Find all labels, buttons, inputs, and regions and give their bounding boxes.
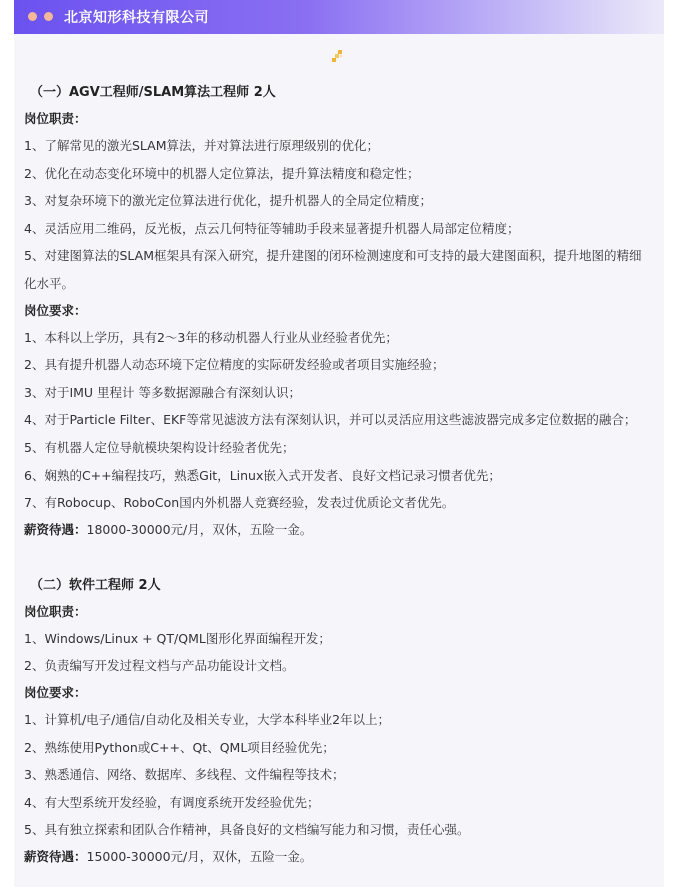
salary-label: 薪资待遇： (24, 521, 87, 537)
requirement-item: 5、具有独立探索和团队合作精神，具备良好的文档编写能力和习惯，责任心强。 (24, 822, 470, 838)
job-title: （一）AGV工程师/SLAM算法工程师 2人 (30, 85, 276, 100)
requirement-item: 6、娴熟的C++编程技巧，熟悉Git，Linux嵌入式开发者、良好文档记录习惯者优先； (24, 467, 501, 483)
requirements-label: 岗位要求： (24, 302, 87, 318)
requirement-item: 1、本科以上学历，具有2～3年的移动机器人行业从业经验者优先； (24, 329, 398, 345)
company-header-bar (14, 0, 664, 34)
requirement-item: 2、具有提升机器人动态环境下定位精度的实际研发经验或者项目实施经验； (24, 357, 445, 373)
job-list (24, 80, 644, 870)
salary-line (24, 517, 644, 543)
duty-item: 4、灵活应用二维码，反光板，点云几何特征等辅助手段来显著提升机器人局部定位精度； (24, 220, 520, 236)
duty-item: 2、负责编写开发过程文档与产品功能设计文档。 (24, 658, 295, 674)
requirement-item: 4、有大型系统开发经验，有调度系统开发经验优先； (24, 794, 320, 810)
duty-item: 3、对复杂环境下的激光定位算法进行优化，提升机器人的全局定位精度； (24, 193, 432, 209)
header-dots-icon (28, 12, 58, 22)
requirement-item: 3、熟悉通信、网络、数据库、多线程、文件编程等技术； (24, 767, 345, 783)
duty-item: 2、优化在动态变化环境中的机器人定位算法，提升算法精度和稳定性； (24, 165, 420, 181)
duty-item: 5、对建图算法的SLAM框架具有深入研究，提升建图的闭环检测速度和可支持的最大建图面积，提升地图的精细化水平。 (24, 248, 642, 291)
job-section (24, 573, 644, 870)
requirement-item: 7、有Robocup、RoboCon国内外机器人竞赛经验，发表过优质论文者优先。 (24, 495, 455, 511)
requirement-item: 4、对于Particle Filter、EKF等常见滤波方法有深刻认识，并可以灵活应用这些滤波器完成多定位数据的融合； (24, 412, 637, 428)
salary-label: 薪资待遇： (24, 848, 87, 864)
requirement-item: 1、计算机/电子/通信/自动化及相关专业，大学本科毕业2年以上； (24, 711, 391, 727)
job-title: （二）软件工程师 2人 (30, 577, 161, 593)
duties-label: 岗位职责： (24, 603, 87, 619)
requirement-item: 2、熟练使用Python或C++、Qt、QML项目经验优先； (24, 739, 335, 755)
salary-value: 15000-30000元/月，双休，五险一金。 (86, 848, 313, 864)
salary-line (24, 844, 644, 870)
salary-value: 18000-30000元/月，双休，五险一金。 (86, 521, 313, 537)
job-section (24, 80, 644, 543)
company-name: 北京知形科技有限公司 (64, 10, 209, 26)
requirement-item: 3、对于IMU 里程计 等多数据源融合有深刻认识； (24, 384, 302, 400)
duty-item: 1、了解常见的激光SLAM算法，并对算法进行原理级别的优化； (24, 138, 379, 153)
duties-label: 岗位职责： (24, 111, 87, 126)
dot-icon (44, 12, 53, 21)
requirement-item: 5、有机器人定位导航模块架构设计经验者优先； (24, 439, 295, 455)
requirements-label: 岗位要求： (24, 684, 87, 700)
sparkle-icon (330, 48, 346, 64)
dot-icon (28, 12, 37, 21)
duty-item: 1、Windows/Linux + QT/QML图形化界面编程开发； (24, 630, 331, 646)
